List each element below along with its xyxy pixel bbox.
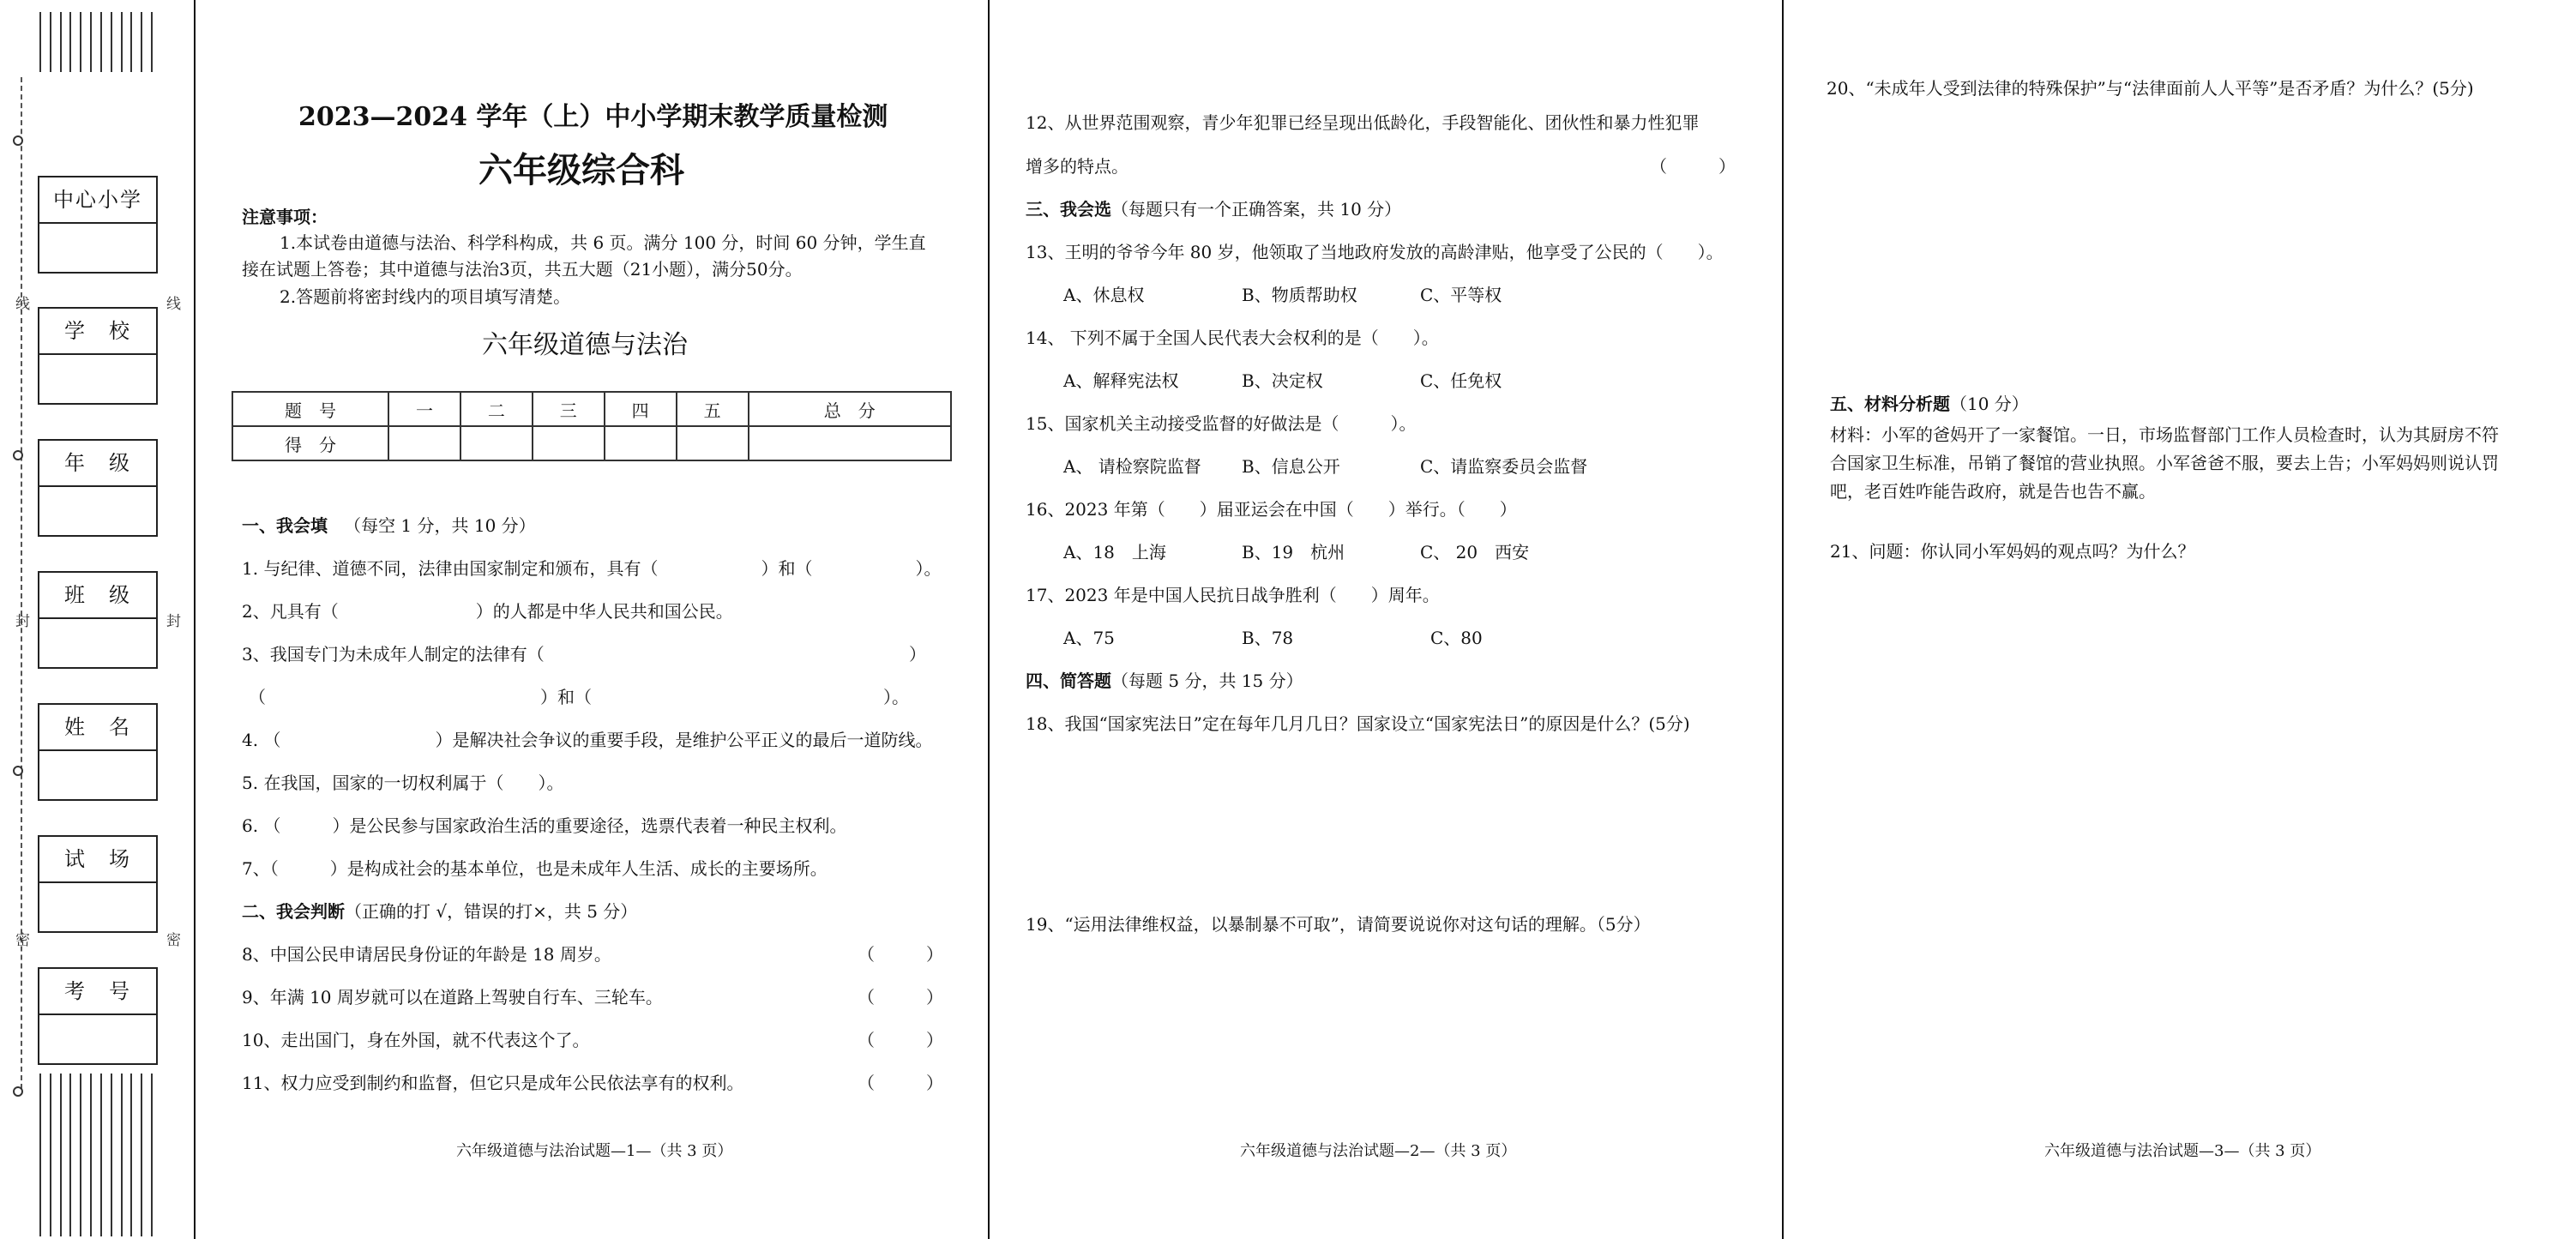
field-box-grade[interactable] [38,439,158,537]
field-label: 学 校 [39,309,156,355]
hatch-bottom [39,1074,153,1236]
option-c: C、 20 西安 [1420,542,1530,562]
answer-paren[interactable]: （ ） [1650,156,1736,177]
material-line: 合国家卫生标准，吊销了餐馆的营业执照。小军爸爸不服，要去上告；小军妈妈则说认罚 [1830,453,2499,473]
section-heading-4 [1026,670,1303,692]
notice-line: 2.答题前将密封线内的项目填写清楚。 [280,286,571,307]
field-label: 年 级 [39,441,156,487]
section-note: （每题 5 分，共 15 分） [1111,671,1303,691]
answer-paren[interactable]: （ ） [858,987,943,1007]
option-a: A、18 上海 [1063,542,1166,562]
field-label: 姓 名 [39,705,156,751]
option-c: C、平等权 [1420,285,1502,305]
section-note: （正确的打 √，错误的打×，共 5 分） [345,901,638,922]
question-7: 7、（ ）是构成社会的基本单位，也是未成年人生活、成长的主要场所。 [242,858,828,879]
section-heading-text: 一、我会填 [242,515,328,536]
field-label: 中心小学 [39,177,156,224]
question-2: 2、凡具有（ ）的人都是中华人民共和国公民。 [242,601,733,622]
question-4: 4. （ ）是解决社会争议的重要手段，是维护公平正义的最后一道防线。 [242,730,933,750]
table-row [232,392,951,426]
option-b: B、19 杭州 [1242,542,1345,562]
section-note: （每题只有一个正确答案，共 10 分） [1111,199,1402,220]
answer-paren[interactable]: （ ） [858,944,943,965]
option-b: B、物质帮助权 [1242,285,1357,305]
page-footer: 六年级道德与法治试题—2—（共 3 页） [1240,1142,1517,1160]
question-14: 14、 下列不属于全国人民代表大会权利的是（ ）。 [1026,328,1439,348]
material-line: 吧，老百姓咋能告政府，就是告也告不赢。 [1830,481,2156,502]
score-input-cell[interactable] [388,426,460,460]
side-char-mi: 密 [15,932,30,949]
answer-paren[interactable]: （ ） [858,1030,943,1050]
page-divider [1782,0,1784,1239]
section-heading-3 [1026,198,1401,220]
score-input-cell[interactable] [749,426,951,460]
page-footer: 六年级道德与法治试题—1—（共 3 页） [456,1142,733,1160]
score-table [232,391,952,461]
question-1: 1. 与纪律、道德不同，法律由国家制定和颁布，具有（ ）和（ ）。 [242,558,942,579]
table-cell: 得 分 [232,426,388,460]
field-box-school[interactable] [38,307,158,405]
table-cell: 二 [460,392,533,426]
material-line: 材料：小军的爸妈开了一家餐馆。一日，市场监督部门工作人员检查时，认为其厨房不符 [1830,424,2499,445]
question-3-paren: ） [909,644,926,665]
option-a: A、 请检察院监督 [1063,456,1201,477]
section-heading-text: 二、我会判断 [242,901,345,922]
side-char-xian: 线 [15,296,30,313]
score-input-cell[interactable] [460,426,533,460]
section-heading-5 [1830,393,2029,415]
section-heading-text: 四、简答题 [1026,671,1111,691]
score-input-cell[interactable] [533,426,605,460]
field-label: 班 级 [39,573,156,619]
section-note: （每空 1 分，共 10 分） [344,515,536,536]
section-note: （10 分） [1950,394,2029,414]
seal-hole [13,135,23,146]
question-16: 16、2023 年第（ ）届亚运会在中国（ ）举行。（ ） [1026,499,1517,520]
field-box-exam-room[interactable] [38,835,158,933]
option-b: B、决定权 [1242,370,1323,391]
page-divider [194,0,196,1239]
option-a: A、休息权 [1063,285,1145,305]
table-cell: 总 分 [749,392,951,426]
hatch-top [39,12,153,72]
question-11: 11、权力应受到制约和监督，但它只是成年公民依法享有的权利。 [242,1073,744,1093]
question-8: 8、中国公民申请居民身份证的年龄是 18 周岁。 [242,944,611,965]
question-20: 20、“未成年人受到法律的特殊保护”与“法律面前人人平等”是否矛盾？为什么？(5分) [1827,78,2474,99]
question-12-cont: 增多的特点。 [1026,156,1129,177]
table-cell: 三 [533,392,605,426]
option-c: C、80 [1430,628,1483,648]
side-char-xian: 线 [166,296,181,313]
table-row [232,426,951,460]
subject-title: 六年级综合科 [478,151,684,190]
question-5: 5. 在我国，国家的一切权利属于（ ）。 [242,773,564,793]
option-b: B、信息公开 [1242,456,1340,477]
notice-line: 1.本试卷由道德与法治、科学科构成，共 6 页。满分 100 分，时间 60 分钟，学生直 [280,232,926,253]
question-12: 12、从世界范围观察，青少年犯罪已经呈现出低龄化，手段智能化、团伙性和暴力性犯罪 [1026,112,1700,133]
question-19: 19、“运用法律维权益，以暴制暴不可取”，请简要说说你对这句话的理解。（5分） [1026,914,1651,935]
table-cell: 四 [605,392,677,426]
section-heading-2 [242,900,637,923]
seal-hole [13,766,23,776]
field-label: 试 场 [39,837,156,883]
field-box-name[interactable] [38,703,158,801]
option-c: C、请监察委员会监督 [1420,456,1588,477]
section-heading-1 [242,514,536,537]
notice-heading: 注意事项： [242,207,328,227]
question-9: 9、年满 10 周岁就可以在道路上驾驶自行车、三轮车。 [242,987,663,1007]
score-input-cell[interactable] [677,426,749,460]
score-input-cell[interactable] [605,426,677,460]
seal-hole [13,1086,23,1097]
question-3-paren: ）。 [883,687,909,707]
question-3: 3、我国专门为未成年人制定的法律有（ [242,644,545,665]
side-char-mi: 密 [166,932,181,949]
question-13: 13、王明的爷爷今年 80 岁，他领取了当地政府发放的高龄津贴，他享受了公民的（ ）。 [1026,242,1724,262]
table-cell: 五 [677,392,749,426]
answer-paren[interactable]: （ ） [858,1073,943,1093]
option-b: B、78 [1242,628,1294,648]
question-17: 17、2023 年是中国人民抗日战争胜利（ ）周年。 [1026,585,1440,605]
option-a: A、解释宪法权 [1063,370,1179,391]
section-title: 六年级道德与法治 [482,330,688,360]
side-char-feng: 封 [15,613,30,630]
field-box-exam-number[interactable] [38,967,158,1065]
seal-hole [13,450,23,460]
page-footer: 六年级道德与法治试题—3—（共 3 页） [2044,1142,2321,1160]
page-divider [988,0,990,1239]
question-15: 15、国家机关主动接受监督的好做法是（ ）。 [1026,413,1417,434]
exam-title: 2023—2024 学年（上）中小学期末教学质量检测 [298,102,888,132]
section-heading-text: 三、我会选 [1026,199,1111,220]
question-3-paren: ）和（ [540,687,592,707]
question-10: 10、走出国门，身在外国，就不代表这个了。 [242,1030,590,1050]
question-3-paren: （ [249,687,266,707]
question-21: 21、问题：你认同小军妈妈的观点吗？为什么？ [1830,541,2195,562]
field-box-class[interactable] [38,571,158,669]
table-cell: 题 号 [232,392,388,426]
field-label: 考 号 [39,969,156,1015]
option-c: C、任免权 [1420,370,1502,391]
table-cell: 一 [388,392,460,426]
side-char-feng: 封 [166,613,181,630]
question-6: 6. （ ）是公民参与国家政治生活的重要途径，选票代表着一种民主权利。 [242,815,847,836]
field-box-school-center[interactable] [38,176,158,274]
section-heading-text: 五、材料分析题 [1830,394,1950,414]
option-a: A、75 [1063,628,1115,648]
question-18: 18、我国“国家宪法日”定在每年几月几日？国家设立“国家宪法日”的原因是什么？(5分) [1026,713,1690,734]
notice-line: 接在试题上答卷；其中道德与法治3页，共五大题（21小题），满分50分。 [242,259,803,280]
